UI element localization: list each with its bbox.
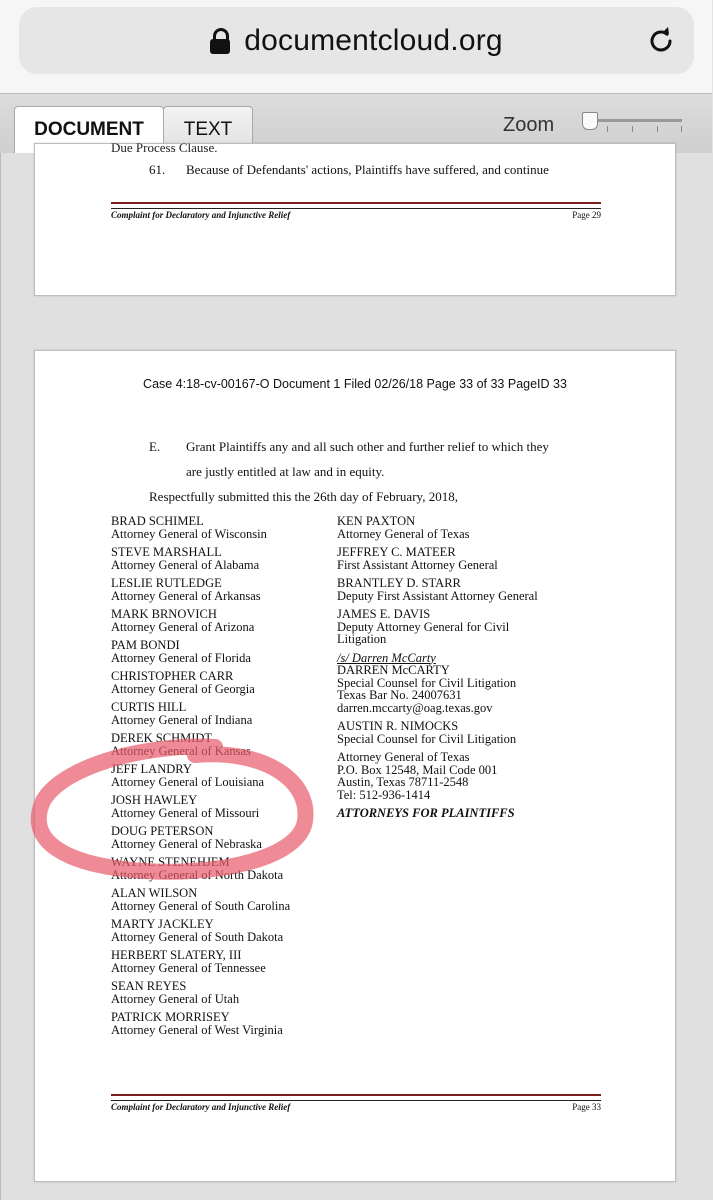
signer-entry bbox=[111, 794, 290, 819]
signer-entry bbox=[111, 1011, 290, 1036]
signer-name: ALAN WILSON bbox=[111, 886, 198, 900]
signer-name: PATRICK MORRISEY bbox=[111, 1010, 230, 1024]
signer-name: KEN PAXTON bbox=[337, 514, 416, 528]
footer-title: Complaint for Declaratory and Injunctive Relief bbox=[111, 1102, 291, 1112]
case-header: Case 4:18-cv-00167-O Document 1 Filed 02/26/18 Page 33 of 33 PageID 33 bbox=[143, 377, 567, 391]
signer-entry bbox=[111, 825, 290, 850]
signer-title: Attorney General of Wisconsin bbox=[111, 526, 267, 541]
signer-name: PAM BONDI bbox=[111, 638, 180, 652]
signer-name: LESLIE RUTLEDGE bbox=[111, 576, 222, 590]
signer-title: Attorney General of Tennessee bbox=[111, 960, 266, 975]
signer-name: DEREK SCHMIDT bbox=[111, 731, 213, 745]
signer-title: Attorney General of West Virginia bbox=[111, 1022, 283, 1037]
document-page-33 bbox=[34, 350, 676, 1182]
signer-entry bbox=[111, 918, 290, 943]
office-name: Attorney General of Texas bbox=[337, 750, 470, 764]
signer-title: Attorney General of Alabama bbox=[111, 557, 260, 572]
zoom-label: Zoom bbox=[503, 114, 555, 136]
signer-name: WAYNE STENEHJEM bbox=[111, 855, 230, 869]
signer-entry bbox=[111, 732, 290, 757]
signer-title: Attorney General of Indiana bbox=[111, 712, 253, 727]
signer-name: JAMES E. DAVIS bbox=[337, 607, 431, 621]
signers-right-column bbox=[337, 515, 538, 820]
footer-rule bbox=[111, 202, 601, 209]
relief-line-2: are justly entitled at law and in equity. bbox=[186, 464, 385, 479]
signer-title: Attorney General of Missouri bbox=[111, 805, 260, 820]
signer-name: SEAN REYES bbox=[111, 979, 187, 993]
counsel-bar-number: Texas Bar No. 24007631 bbox=[337, 688, 462, 702]
paragraph-number: 61. bbox=[149, 162, 166, 177]
office-po-box: P.O. Box 12548, Mail Code 001 bbox=[337, 762, 498, 777]
signer-entry bbox=[111, 856, 290, 881]
signer-title: Attorney General of Arizona bbox=[111, 619, 255, 634]
office-address bbox=[337, 751, 538, 801]
signer-title: Attorney General of Florida bbox=[111, 650, 251, 665]
url-text[interactable]: documentcloud.org bbox=[244, 23, 503, 57]
signer-title: Attorney General of Texas bbox=[337, 526, 470, 541]
signer-entry bbox=[111, 670, 290, 695]
reload-icon[interactable] bbox=[646, 26, 676, 56]
submitted-line: Respectfully submitted this the 26th day of February, 2018, bbox=[149, 489, 458, 504]
signer-name: BRANTLEY D. STARR bbox=[337, 576, 461, 590]
signer-name: JEFF LANDRY bbox=[111, 762, 192, 776]
signer-entry bbox=[337, 515, 538, 540]
signer-title: Attorney General of Arkansas bbox=[111, 588, 261, 603]
paragraph-text: Because of Defendants' actions, Plaintiffs have suffered, and continue bbox=[186, 162, 549, 177]
relief-letter: E. bbox=[149, 439, 161, 454]
lock-icon bbox=[210, 28, 230, 54]
signer-title: Attorney General of South Carolina bbox=[111, 898, 291, 913]
signer-title: Attorney General of North Dakota bbox=[111, 867, 284, 882]
signer-entry bbox=[111, 515, 290, 540]
page-footer bbox=[111, 210, 601, 220]
relief-line-1: Grant Plaintiffs any and all such other and further relief to which they bbox=[186, 439, 549, 454]
address-bar[interactable] bbox=[19, 7, 694, 74]
counsel-email: darren.mccarty@oag.texas.gov bbox=[337, 700, 493, 715]
page-footer bbox=[111, 1102, 601, 1112]
signer-title: Attorney General of Louisiana bbox=[111, 774, 265, 789]
counsel-title: Special Counsel for Civil Litigation bbox=[337, 675, 517, 690]
signer-entry bbox=[111, 608, 290, 633]
signer-title: Deputy Attorney General for Civil bbox=[337, 619, 510, 634]
signer-title: Attorney General of Georgia bbox=[111, 681, 255, 696]
signer-name: STEVE MARSHALL bbox=[111, 545, 222, 559]
footer-page-number: Page 33 bbox=[572, 1102, 601, 1112]
signer-title: Attorney General of Kansas bbox=[111, 743, 251, 758]
browser-top-bar bbox=[0, 0, 712, 93]
clause-fragment: Due Process Clause. bbox=[111, 140, 218, 155]
counsel-name: DARREN McCARTY bbox=[337, 663, 450, 677]
signer-name: BRAD SCHIMEL bbox=[111, 514, 204, 528]
signer-entry bbox=[111, 980, 290, 1005]
signer-title: Deputy First Assistant Attorney General bbox=[337, 588, 538, 603]
signer-name: DOUG PETERSON bbox=[111, 824, 214, 838]
signer-title: Attorney General of Nebraska bbox=[111, 836, 262, 851]
office-phone: Tel: 512-936-1414 bbox=[337, 787, 431, 802]
footer-title: Complaint for Declaratory and Injunctive Relief bbox=[111, 210, 291, 220]
signer-name: HERBERT SLATERY, III bbox=[111, 948, 242, 962]
signer-name: MARK BRNOVICH bbox=[111, 607, 217, 621]
signers-left-column bbox=[111, 515, 290, 1042]
document-page-29 bbox=[34, 140, 676, 296]
signer-name: MARTY JACKLEY bbox=[111, 917, 214, 931]
signer-entry bbox=[111, 763, 290, 788]
signer-title: First Assistant Attorney General bbox=[337, 557, 498, 572]
signer-entry bbox=[337, 608, 538, 646]
signer-entry bbox=[111, 546, 290, 571]
signer-name: CURTIS HILL bbox=[111, 700, 187, 714]
signer-name: CHRISTOPHER CARR bbox=[111, 669, 234, 683]
zoom-slider[interactable] bbox=[582, 112, 682, 138]
counsel-title: Special Counsel for Civil Litigation bbox=[337, 731, 517, 746]
footer-page-number: Page 29 bbox=[572, 210, 601, 220]
footer-rule bbox=[111, 1094, 601, 1101]
signer-title: Litigation bbox=[337, 632, 387, 646]
signer-entry bbox=[111, 887, 290, 912]
zoom-slider-thumb[interactable] bbox=[582, 112, 598, 130]
signer-title: Attorney General of South Dakota bbox=[111, 929, 284, 944]
office-city: Austin, Texas 78711-2548 bbox=[337, 775, 469, 789]
signer-entry bbox=[337, 546, 538, 571]
counsel-entry bbox=[337, 652, 538, 715]
signer-title: Attorney General of Utah bbox=[111, 991, 240, 1006]
tab-text[interactable]: TEXT bbox=[163, 106, 253, 153]
signer-name: JOSH HAWLEY bbox=[111, 793, 198, 807]
signer-name: JEFFREY C. MATEER bbox=[337, 545, 456, 559]
signer-entry bbox=[337, 577, 538, 602]
document-viewer[interactable] bbox=[0, 140, 713, 1200]
counsel-entry bbox=[337, 720, 538, 745]
signer-entry bbox=[111, 639, 290, 664]
electronic-signature: /s/ Darren McCarty bbox=[337, 650, 436, 665]
attorneys-for-label: ATTORNEYS FOR PLAINTIFFS bbox=[337, 806, 515, 820]
signer-entry bbox=[111, 701, 290, 726]
counsel-name: AUSTIN R. NIMOCKS bbox=[337, 719, 459, 733]
signer-entry bbox=[111, 577, 290, 602]
tab-document[interactable]: DOCUMENT bbox=[14, 106, 164, 153]
signer-entry bbox=[111, 949, 290, 974]
